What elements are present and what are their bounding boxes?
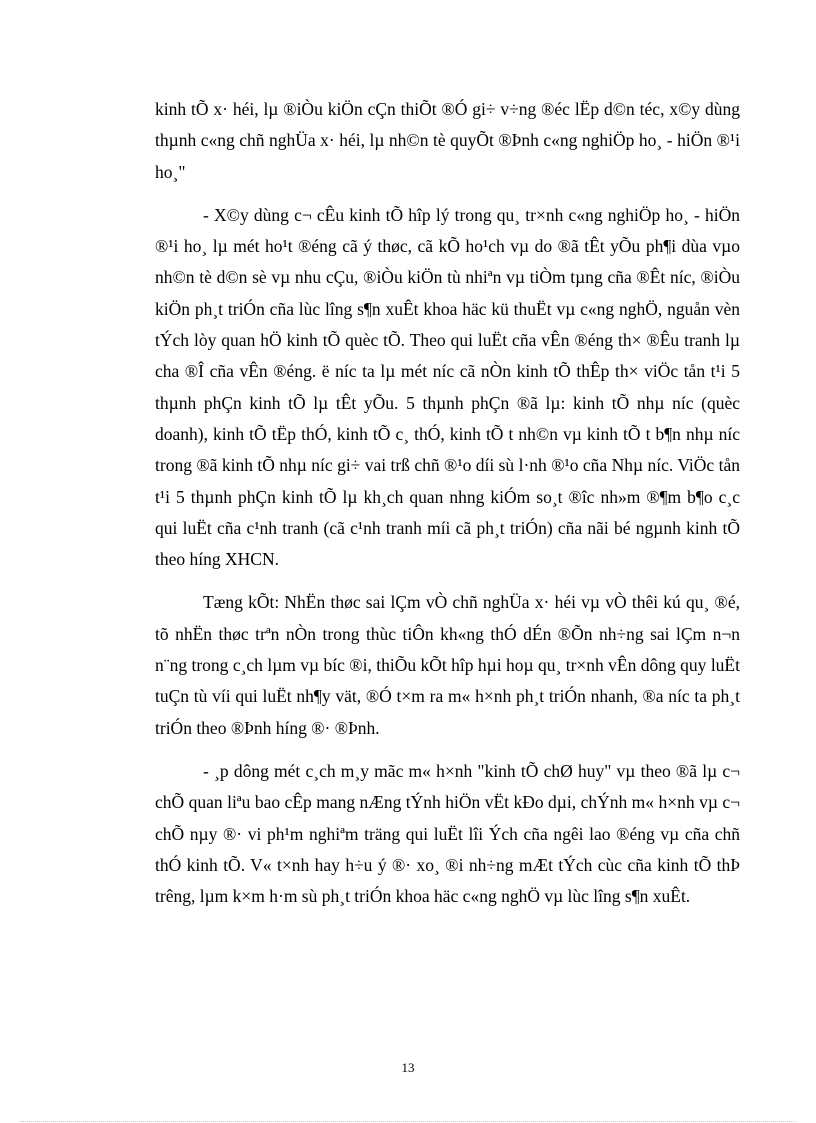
paragraph-2: - X©y dùng c¬ cÊu kinh tÕ hîp lý trong qu¸ tr×nh c«ng nghiÖp ho¸ - hiÖn ®¹i ho¸ lµ mét ho¹t ®éng cã ý thøc, cã kÕ ho¹ch vµ do ®ã tÊt yÕu ph¶i dùa vµo nh©n tè d©n sè vµ nhu cÇu, ®iÒu kiÖn tù nhiªn vµ tiÒm tµng cña ®Êt níc, ®iÒu kiÖn ph¸t triÓn cña lùc lîng s¶n xuÊt khoa häc kü thuËt vµ c«ng nghÖ, nguån vèn tÝch lòy quan hÖ kinh tÕ quèc tÕ. Theo qui luËt cña vÊn ®éng th× ®Êu tranh lµ cha ®Î cña vÊn ®éng. ë níc ta lµ mét níc cã nÒn kinh tÕ thÊp th× viÖc tån t¹i 5 thµnh phÇn kinh tÕ lµ tÊt yÕu. 5 thµnh phÇn ®ã lµ: kinh tÕ nhµ níc (quèc doanh), kinh tÕ tËp thÓ, kinh tÕ c¸ thÓ, kinh tÕ t nh©n vµ kinh tÕ t b¶n nhµ níc trong ®ã kinh tÕ nhµ níc gi÷ vai trß chñ ®¹o díi sù l·nh ®¹o cña Nhµ níc. ViÖc tån t¹i 5 thµnh phÇn kinh tÕ lµ kh¸ch quan nhng kiÓm so¸t ®îc nh»m ®¶m b¶o c¸c qui luËt cña c¹nh tranh (cã c¹nh tranh míi cã ph¸t triÓn) cña nãi bé ngµnh kinh tÕ theo híng XHCN. [155, 204, 740, 570]
paragraph-3: Tæng kÕt: NhËn thøc sai lÇm vÒ chñ nghÜa x· héi vµ vÒ thêi kú qu¸ ®é, tõ nhËn thøc trªn nÒn trong thùc tiÔn kh«ng thÓ dÉn ®Õn nh÷ng sai lÇm n¬n n¨ng trong c¸ch lµm vµ bíc ®i, thiÕu kÕt hîp hµi hoµ qu¸ tr×nh vÊn dông quy luËt tuÇn tù víi qui luËt nh¶y vät, ®Ó t×m ra m« h×nh ph¸t triÓn nhanh, ®a níc ta ph¸t triÓn theo ®Þnh híng ®· ®Þnh. [155, 592, 740, 738]
body-text [155, 94, 740, 924]
page-number: 13 [401, 1060, 415, 1075]
paragraph-1: kinh tÕ x· héi, lµ ®iÒu kiÖn cÇn thiÕt ®Ó gi÷ v÷ng ®éc lËp d©n téc, x©y dùng thµnh c«ng chñ nghÜa x· héi, lµ nh©n tè quyÕt ®Þnh c«ng nghiÖp ho¸ - hiÖn ®¹i ho¸" [155, 99, 740, 182]
paragraph-4: - ¸p dông mét c¸ch m¸y mãc m« h×nh "kinh tÕ chØ huy" vµ theo ®ã lµ c¬ chÕ quan liªu bao cÊp mang nÆng tÝnh hiÖn vËt kÐo dµi, chÝnh m« h×nh vµ c¬ chÕ nµy ®· vi ph¹m nghiªm träng qui luËt lîi Ých cña ngêi lao ®éng vµ cña chñ thÓ kinh tÕ. V« t×nh hay h÷u ý ®· xo¸ ®i nh÷ng mÆt tÝch cùc cña kinh tÕ thÞ trêng, lµm k×m h·m sù ph¸t triÓn khoa häc c«ng nghÖ vµ lùc lîng s¶n xuÊt. [155, 760, 740, 907]
footer-divider [20, 1121, 796, 1122]
